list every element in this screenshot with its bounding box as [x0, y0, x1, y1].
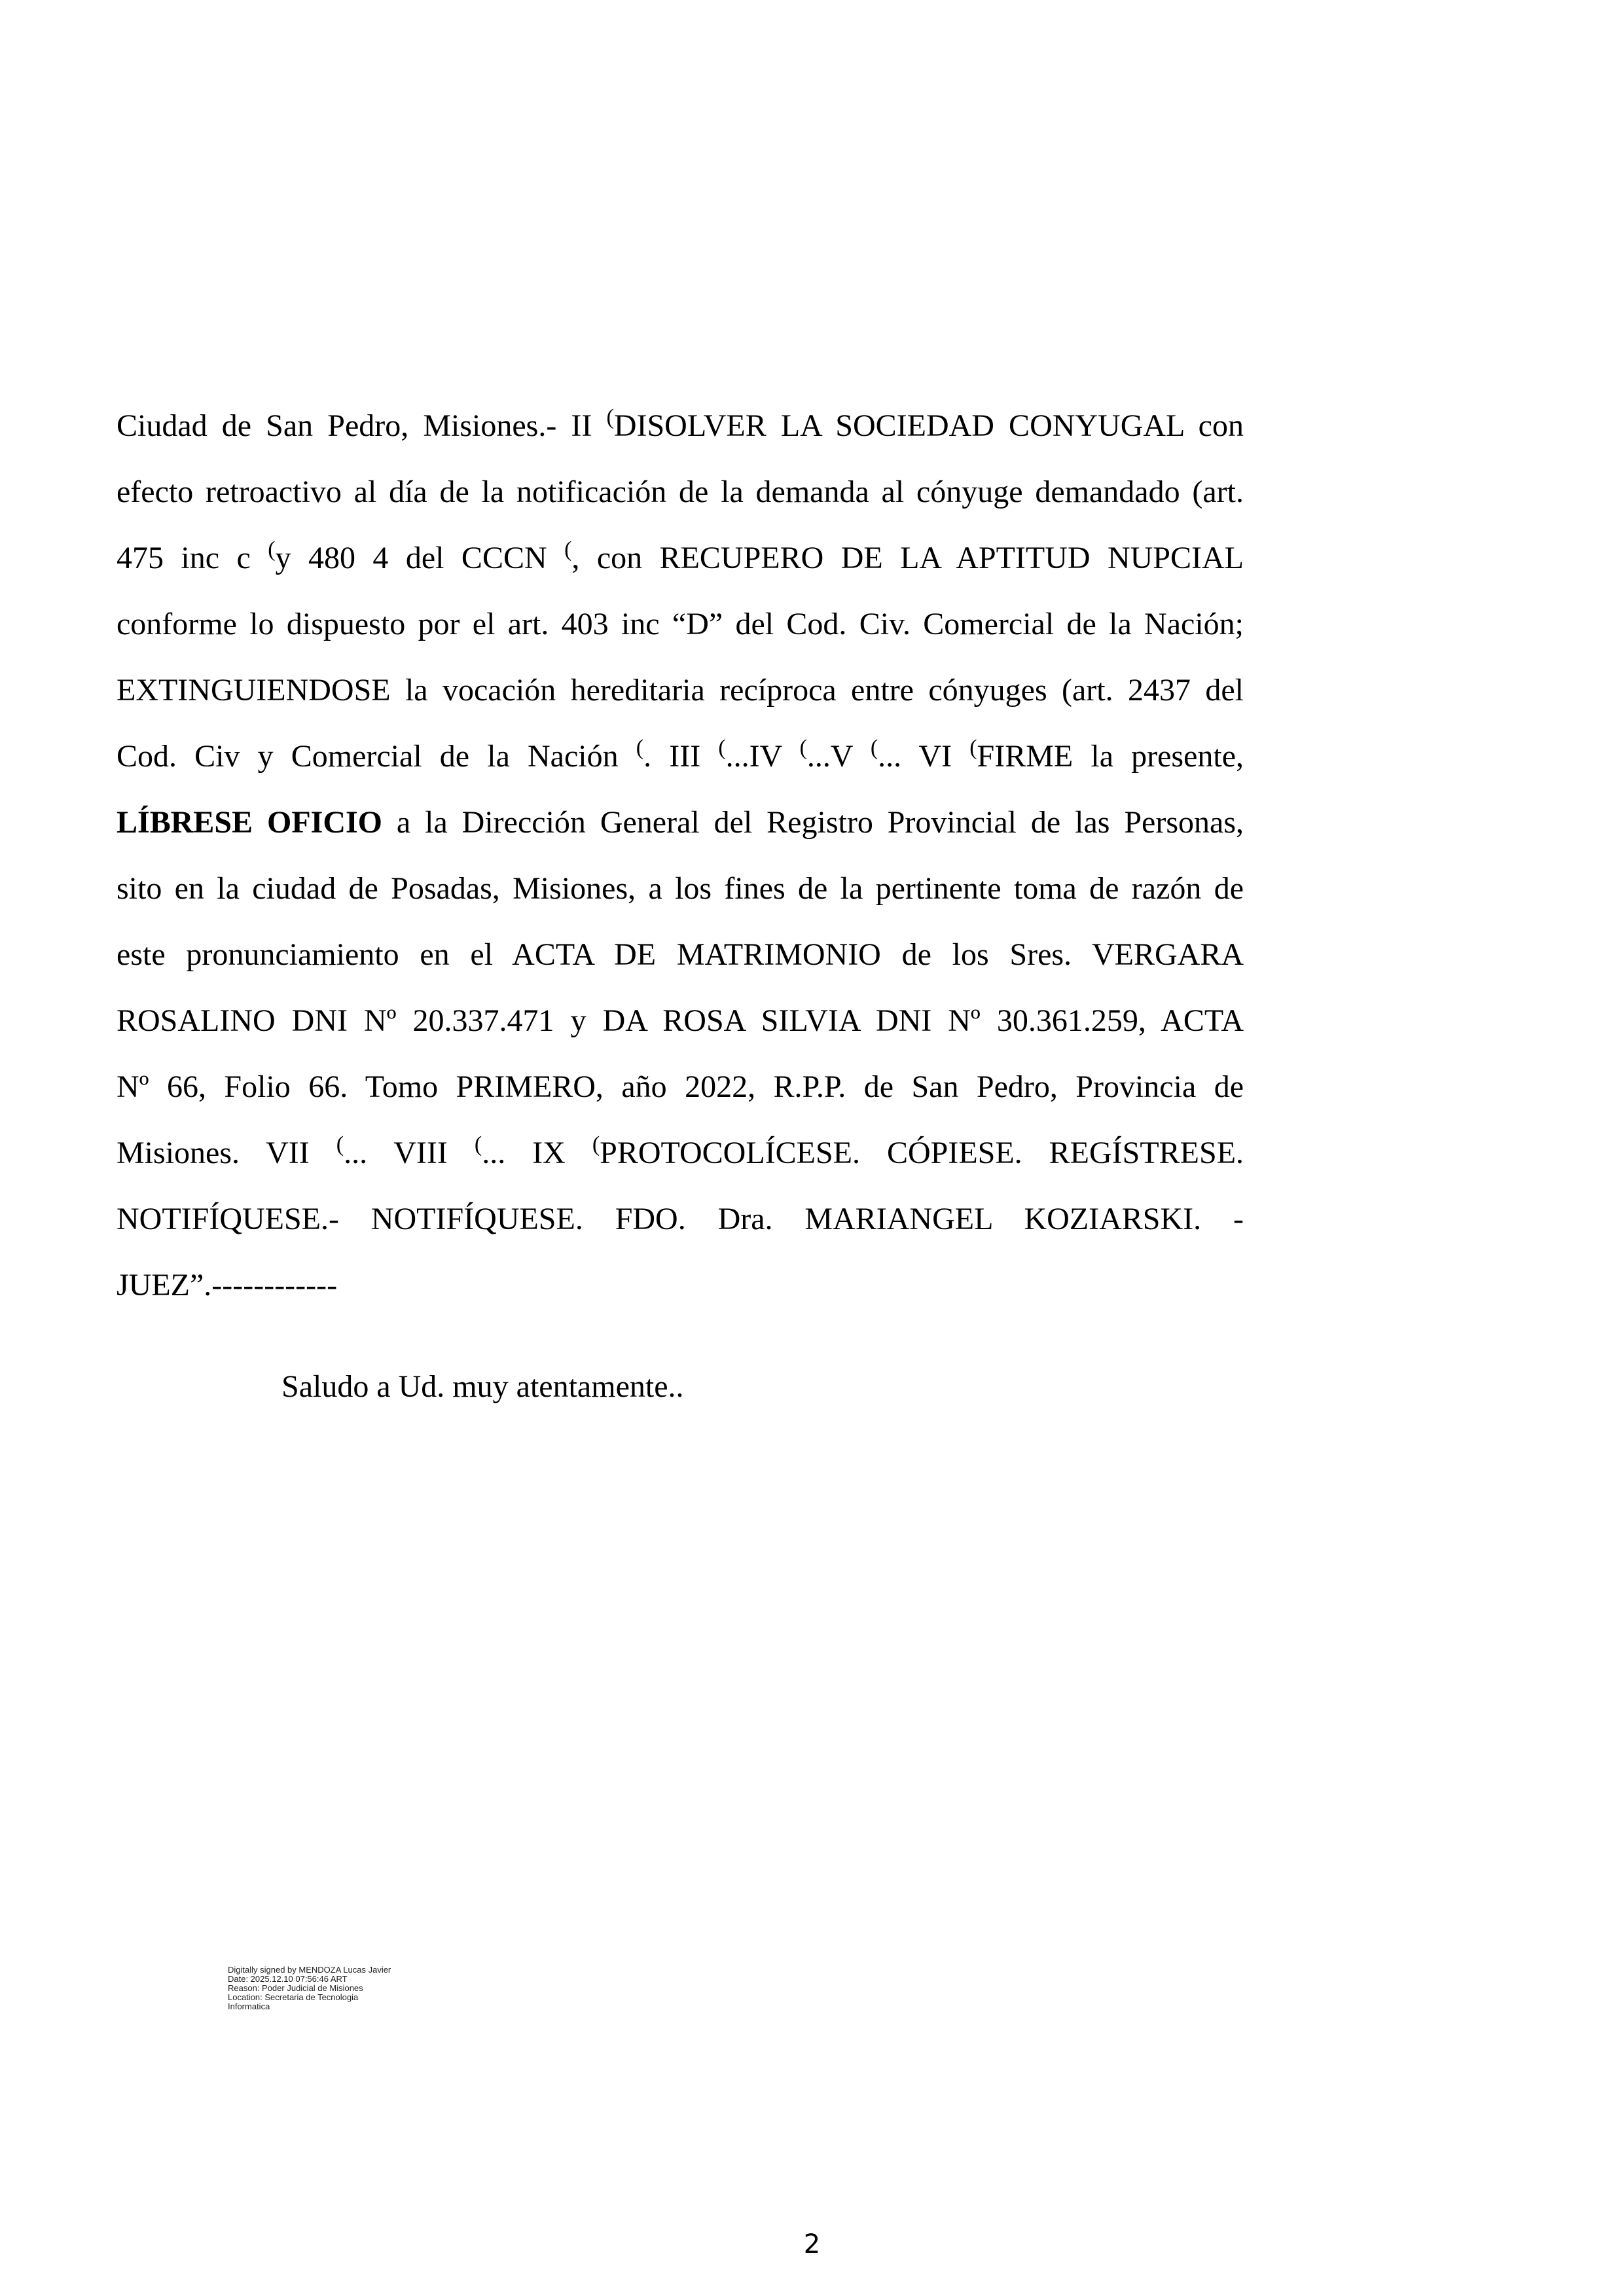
- footnote-mark: (: [969, 736, 977, 760]
- signature-location: Location: Secretaria de Tecnologia: [228, 1992, 359, 2002]
- footnote-mark: (: [636, 736, 644, 760]
- body-line-1: Ciudad de San Pedro, Misiones.- II (DISOLVER LA SOCIEDAD CONYUGAL con: [117, 405, 1244, 443]
- body-line-8: sito en la ciudad de Posadas, Misiones, a los fines de la pertinente toma de razón de: [117, 871, 1244, 906]
- footnote-mark: (: [564, 537, 572, 562]
- footnote-mark: (: [474, 1132, 482, 1157]
- signature-signed-by: Digitally signed by MENDOZA Lucas Javier: [228, 1965, 391, 1975]
- body-line-10: ROSALINO DNI Nº 20.337.471 y DA ROSA SILVIA DNI Nº 30.361.259, ACTA: [117, 1003, 1244, 1038]
- signature-location-cont: Informatica: [228, 2001, 270, 2011]
- body-line-9: este pronunciamiento en el ACTA DE MATRIMONIO de los Sres. VERGARA: [117, 937, 1244, 972]
- body-line-4: conforme lo dispuesto por el art. 403 inc “D” del Cod. Civ. Comercial de la Nación;: [117, 607, 1244, 641]
- body-line-7: LÍBRESE OFICIO a la Dirección General del Registro Provincial de las Personas,: [117, 805, 1244, 840]
- footnote-mark: (: [799, 736, 807, 760]
- page-number: 2: [803, 2229, 821, 2259]
- footnote-mark: (: [870, 736, 878, 760]
- signature-date: Date: 2025.12.10 07:56:46 ART: [228, 1974, 348, 1984]
- body-line-3: 475 inc c (y 480 4 del CCCN (, con RECUPERO DE LA APTITUD NUPCIAL: [117, 537, 1244, 575]
- body-line-13: NOTIFÍQUESE.- NOTIFÍQUESE. FDO. Dra. MARIANGEL KOZIARSKI. -: [117, 1202, 1244, 1236]
- footnote-mark: (: [592, 1132, 600, 1157]
- footnote-mark: (: [268, 537, 276, 562]
- signature-reason: Reason: Poder Judicial de Misiones: [228, 1983, 363, 1993]
- footnote-mark: (: [336, 1132, 344, 1157]
- document-body: [117, 393, 1244, 1318]
- body-line-2: efecto retroactivo al día de la notificación de la demanda al cónyuge demandado (art.: [117, 475, 1244, 509]
- body-line-6: Cod. Civ y Comercial de la Nación (. III (...IV (...V (... VI (FIRME la presente,: [117, 736, 1244, 774]
- body-line-14: JUEZ”.------------: [117, 1268, 338, 1302]
- body-line-5: EXTINGUIENDOSE la vocación hereditaria recíproca entre cónyuges (art. 2437 del: [117, 673, 1244, 708]
- digital-signature-block: [228, 1965, 463, 2011]
- body-line-11: Nº 66, Folio 66. Tomo PRIMERO, año 2022, R.P.P. de San Pedro, Provincia de: [117, 1069, 1244, 1104]
- closing-salutation: Saludo a Ud. muy atentamente..: [281, 1369, 684, 1404]
- bold-phrase: LÍBRESE OFICIO: [117, 805, 383, 840]
- footnote-mark: (: [606, 405, 614, 429]
- footnote-mark: (: [718, 736, 726, 760]
- body-line-12: Misiones. VII (... VIII (... IX (PROTOCOLÍCESE. CÓPIESE. REGÍSTRESE.: [117, 1132, 1244, 1170]
